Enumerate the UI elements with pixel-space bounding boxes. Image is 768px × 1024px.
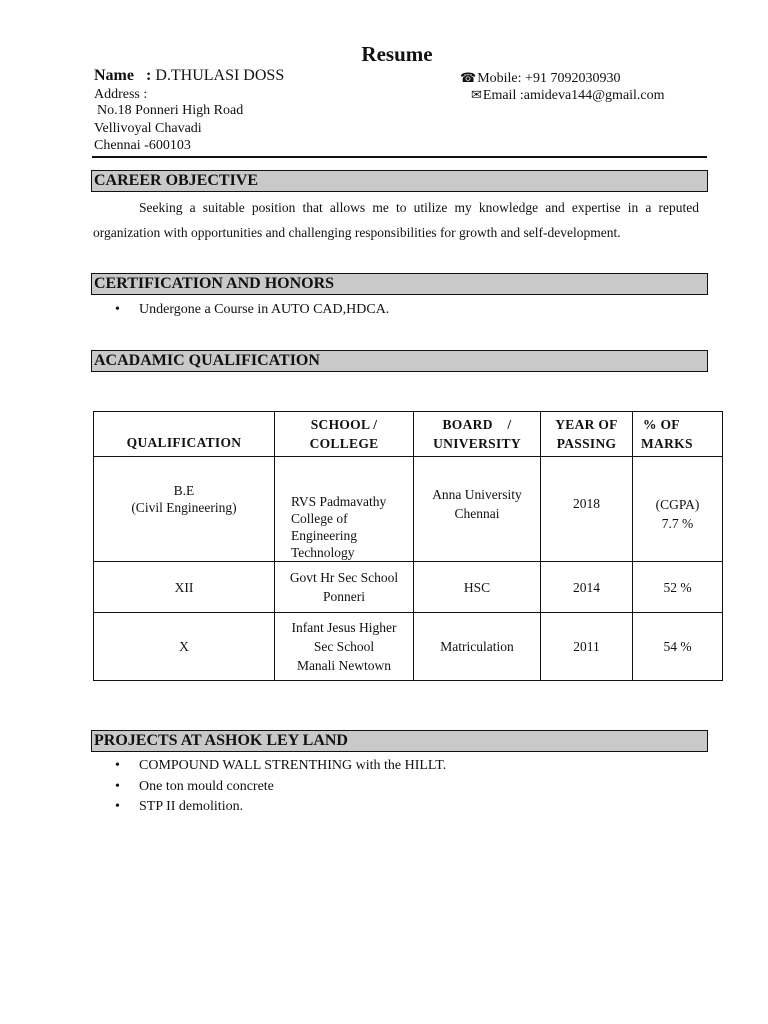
name-label: Name [94,67,134,84]
cell-marks: 52 % [633,562,723,613]
project-item: COMPOUND WALL STRENTHING with the HILLT. [139,758,447,773]
candidate-name: D.THULASI DOSS [155,67,285,84]
cell-qualification: B.E (Civil Engineering) [94,457,275,562]
mobile-number: +91 7092030930 [525,71,621,86]
career-objective-heading: CAREER OBJECTIVE [91,170,708,192]
mobile-label: Mobile: [477,71,522,86]
academic-heading: ACADAMIC QUALIFICATION [91,350,708,372]
envelope-icon: ✉ [471,87,482,102]
header-divider [92,156,707,158]
cell-board: HSC [414,562,541,613]
bullet-icon: • [115,302,120,317]
email-line [471,87,665,104]
list-item [115,758,446,774]
cell-board: Matriculation [414,613,541,681]
cell-board: Anna University Chennai [414,457,541,562]
cell-year: 2014 [541,562,633,613]
certification-heading: CERTIFICATION AND HONORS [91,273,708,295]
table-row [94,457,723,562]
name-separator: : [145,67,152,84]
certification-item: Undergone a Course in AUTO CAD,HDCA. [139,302,390,317]
name-row [94,67,284,85]
project-item: STP II demolition. [139,799,244,814]
header-school: SCHOOL / COLLEGE [275,412,414,457]
cell-school: RVS Padmavathy College of Engineering Technology [275,457,414,562]
header-qualification: QUALIFICATION [94,412,275,457]
project-item: One ton mould concrete [139,779,274,794]
projects-heading: PROJECTS AT ASHOK LEY LAND [91,730,708,752]
table-header-row [94,412,723,457]
bullet-icon: • [115,799,120,814]
list-item [115,779,274,795]
cell-marks: (CGPA) 7.7 % [633,457,723,562]
email-address[interactable]: amideva144@gmail.com [523,88,665,103]
cell-marks: 54 % [633,613,723,681]
cell-qualification: XII [94,562,275,613]
cell-school: Govt Hr Sec School Ponneri [275,562,414,613]
address-line-2: Vellivoyal Chavadi [94,121,202,136]
list-item [115,799,243,815]
header-year: YEAR OF PASSING [541,412,633,457]
bullet-icon: • [115,758,120,773]
phone-icon: ☎ [460,70,477,85]
email-label: Email : [482,88,524,103]
address-line-3: Chennai -600103 [94,138,191,153]
qualification-table [93,411,723,681]
cell-school: Infant Jesus Higher Sec School Manali Newtown [275,613,414,681]
mobile-line [460,70,620,87]
header-board: BOARD / UNIVERSITY [414,412,541,457]
page-title: Resume [361,42,433,66]
cell-year: 2018 [541,457,633,562]
table-row [94,613,723,681]
header-marks: % OF MARKS [633,412,723,457]
cell-year: 2011 [541,613,633,681]
address-line-1: No.18 Ponneri High Road [97,103,244,118]
career-objective-text: Seeking a suitable position that allows me to utilize my knowledge and expertise in a reputed organization with opportunities and challenging responsibilities for growth and self-development. [93,200,699,240]
address-label: Address : [94,87,148,102]
cell-qualification: X [94,613,275,681]
table-row [94,562,723,613]
bullet-icon: • [115,779,120,794]
list-item [115,302,389,318]
